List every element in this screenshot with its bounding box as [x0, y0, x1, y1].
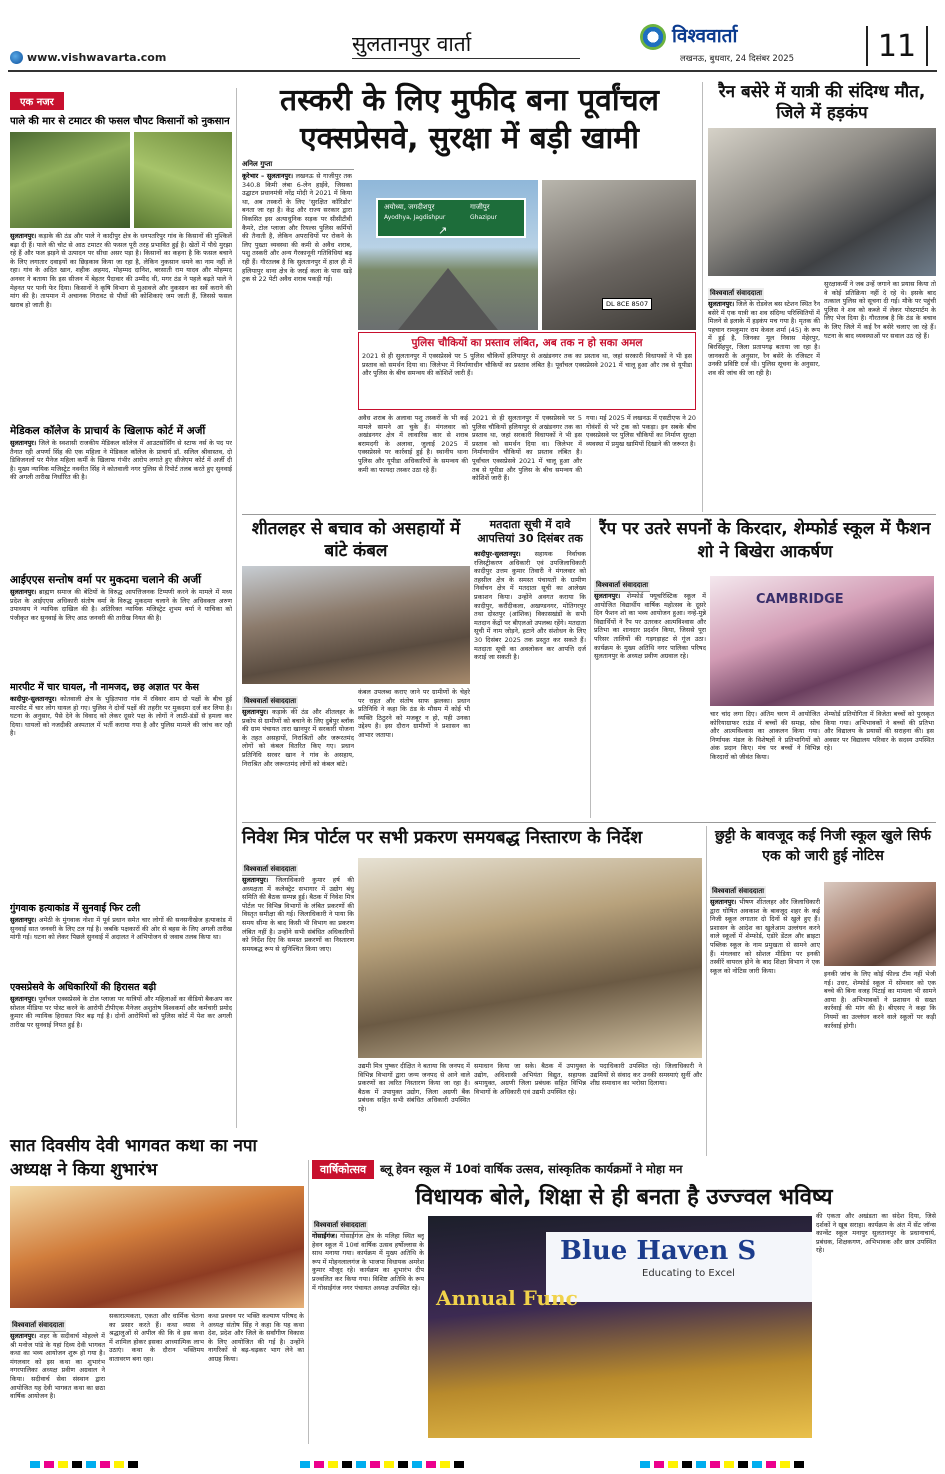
meeting-photo: [358, 858, 702, 1058]
sign-arrow-icon: ↗: [438, 224, 448, 237]
cambridge-banner: CAMBRIDGE: [756, 592, 844, 607]
bhagwat-headline: सात दिवसीय देवी भागवत कथा का नपा अध्यक्ष ने किया शुभारंभ: [10, 1136, 257, 1180]
item1-title: पाले की मार से टमाटर की फसल चौपट किसानों को नुकसान: [10, 116, 230, 127]
bhagwat-col2: सकारात्मकता, एकता और धार्मिक चेतना का प्रसार करते हैं। कथा व्यास ने श्रद्धालुओं से अपील की कि वे इस कथा में शामिल होकर इसका आध्यात्मिक लाभ उठाएं। कथा के दौरान भक्तिमय वातावरण बना रहा।: [109, 1312, 204, 1363]
main-caption-text: 2021 से ही सुलतानपुर में एक्सप्रेसवे पर 5 पुलिस चौकियों हलियापुर से अखंडनगर तक का प्रस्ताव था, जहां सरकारी विधायकों ने भी इस प्रस्ताव को समर्थन दिया था। जिलेभर में निर्माणाधीन चौकियों का प्रस्ताव लंबित है। पूर्वांचल एक्सप्रेसवे 2021 में चालू हुआ और तब से यूपीडा और पुलिस के बीच समन्वय की कोशिशें जारी हैं।: [362, 352, 692, 378]
main-col4: गया। मई 2025 में लखनऊ में एसटीएफ ने 20 गोवंशों से भरे ट्रक को पकड़ा। इन सबके बीच एक्सप्रेसवे पर पुलिस चौकियों का निर्माण सुरक्षा व्यवस्था में प्रमुख खामियों दिखाने की जरूरत है।: [586, 414, 696, 448]
annual-story: [312, 1160, 936, 1444]
item4-body: कादीपुर-सुलतानपुर। कोतवाली क्षेत्र के भुड़ितपारा गांव में रविवार शाम दो पक्षों के बीच हुई मारपीट में चार लोग घायल हो गए। पुलिस ने दोनों पक्षों की तहरीर पर मुकदमा दर्ज कर लिया है। घटना के अनुसार, पैसे देने के विवाद को लेकर दूसरे पक्ष के लोगों ने लाठी-डंडों से हमला कर दिया। घायलों को नजदीकी अस्पताल में भर्ती कराया गया है और पुलिस मामले की जांच कर रही है।: [10, 695, 232, 738]
edition-title: सुलतानपुर वार्ता: [352, 32, 472, 56]
fashion-col1: सुलतानपुर। शेम्फोर्ड फ्यूचरिस्टिक स्कूल में आयोजित विद्यार्थीय वार्षिक महोत्सव के दूसरे दिन फैशन शो का भव्य आयोजन हुआ। नन्हे-मुन्ने विद्यार्थियों ने रैंप पर उतरकर आत्मविश्वास और प्रतिभा का शानदार प्रदर्शन किया, जिससे पूरा परिसर तालियों की गड़गड़ाहट से गूंज उठा। कार्यक्रम के मुख्य अतिथि नगर पालिका परिषद सुलतानपुर के अध्यक्ष प्रवीण अग्रवाल रहे।: [594, 592, 706, 661]
expressway-photo: [358, 180, 538, 330]
stage-banner: [546, 1232, 812, 1302]
sign-line-1: अयोध्या, जगदीशपुर: [384, 203, 435, 211]
section-tag: एक नजर: [10, 92, 64, 110]
nivesh-byline: विश्ववार्ता संवाददाता: [242, 864, 298, 876]
school-notice-byline: विश्ववार्ता संवाददाता: [710, 886, 766, 898]
farmer-photo: [10, 132, 130, 228]
school-notice-story: [710, 826, 936, 1156]
fashion-col2: चार चांद लगा दिए। अंतिम चरण में आयोजित कोरियाग्राफर राउंड में बच्चों की समझ, सोच और आत्मविश्वास का आकलन किया गया। निर्णायक मंडल के विशेषज्ञों ने प्रतिभागियों को अंक प्रदान किए। मंच पर बच्चों ने विभिन्न किरदारों को जीवंत किया।: [710, 710, 820, 761]
fashion-left-rule: [590, 518, 591, 818]
rain-basera-col2: सुरक्षाकर्मी ने जब उन्हें जगाने का प्रयास किया तो वे कोई प्रतिक्रिया नहीं दे रहे थे। इसके बाद तत्काल पुलिस को सूचना दी गई। मौके पर पहुंची पुलिस ने शव को कब्जे में लेकर पोस्टमार्टम के लिए भेज दिया है। गौरतलब है कि ठंड के बचाव के लिए जिले में कई रैन बसेरे चलाए जा रहे हैं। घटना के बाद व्यवस्थाओं पर सवाल उठ रहे हैं।: [824, 280, 936, 340]
school-notice-col1: सुलतानपुर। भीषण शीतलहर और जिलाधिकारी द्वारा घोषित अवकाश के बावजूद शहर के कई निजी स्कूल लगातार दो दिनों से खुले हुए हैं। प्रशासन के आदेश का खुलेआम उल्लंघन करने वाले स्कूलों में शेम्फोर्ड, एडोरे डेंटल और ब्राइटा पब्लिक स्कूल के नाम प्रमुखता से सामने आए हैं। मंगलवार को सोशल मीडिया पर इनकी तस्वीरें वायरल होने के बाद शिक्षा विभाग ने एक स्कूल को नोटिस जारी किया।: [710, 898, 820, 975]
fashion-headline: रैंप पर उतरे सपनों के किरदार, शेम्फोर्ड स्कूल में फैशन शो ने बिखेरा आकर्षण: [599, 519, 931, 562]
sheetlahar-byline: विश्ववार्ता संवाददाता: [242, 696, 298, 708]
item5-title: गुंगवाक हत्याकांड में सुनवाई फिर टली: [10, 903, 141, 914]
bhagwat-col1: सुलतानपुर। शहर के सदीवार्च मोहल्ले में श्री मनोज पांडे के यहां दिव्य देवी भागवत कथा का भव्य आयोजन शुरू हो गया है। मंगलवार को इस कथा का शुभारंभ नगरपालिका अध्यक्ष प्रवीण अग्रवाल ने किया। सदीवार्च सेवा संस्थान द्वारा आयोजित यह देवी भागवत कथा का छठा वार्षिक आयोजन है।: [10, 1332, 105, 1401]
item4-title: मारपीट में चार घायल, नौ नामजद, छह अज्ञात पर केस: [10, 682, 199, 693]
annual-col1-wrap: [312, 1212, 424, 1440]
nivesh-col1-wrap: [242, 856, 354, 1162]
color-registration-right: [640, 1461, 804, 1468]
rule-below-top: [242, 514, 936, 515]
bottom-left-rule: [308, 1160, 309, 1444]
item3-title: आईएएस सन्तोष वर्मा पर मुकदमा चलाने की अर्जी: [10, 574, 201, 586]
bhagwat-story: [10, 1134, 304, 1444]
matdata-headline: मतदाता सूची में दावे आपत्तियां 30 दिसंबर तक: [477, 518, 583, 545]
sign-line-3: Ayodhya, Jagdishpur: [384, 214, 446, 221]
school-notice-col2: इनकी जांच के लिए कोई फील्ड टीम नहीं भेजी गई। उधर, शेम्फोर्ड स्कूल में सोमवार को एक बच्चे की बिना वजह पिटाई का मामला भी सामने आया है। अभिभावकों ने प्रशासन से सख्त कार्रवाई की मांग की है। बीएसए ने कहा कि नियमों का उल्लंघन करने वाले स्कूलों पर कड़ी कार्रवाई होगी।: [824, 970, 936, 1030]
web-logo-icon: [10, 51, 23, 64]
school-notice-col1-wrap: [710, 878, 820, 1160]
rain-basera-story: [708, 82, 936, 512]
nivesh-headline: निवेश मित्र पोर्टल पर सभी प्रकरण समयबद्ध निस्तारण के निर्देश: [242, 828, 643, 848]
left-column: [10, 90, 232, 1128]
banner-line-1: Blue Haven S: [560, 1236, 757, 1266]
sheetlahar-col2: कंबल उपलब्ध कराए जाने पर ग्रामीणों के चेहरे पर राहत और संतोष साफ झलका। प्रधान प्रतिनिधि ने कहा कि ठंड के मौसम में कोई भी व्यक्ति ठिठुरने को मजबूर न हो, यही उनका उद्देश्य है। इस दौरान ग्रामीणों ने प्रशासन का आभार जताया।: [358, 688, 470, 739]
bus-station-photo: [708, 128, 936, 276]
dateline: लखनऊ, बुधवार, 24 दिसंबर 2025: [680, 54, 795, 64]
main-col3: 2021 से ही सुलतानपुर में एक्सप्रेसवे पर 5 पुलिस चौकियों हलियापुर से अखंडनगर तक का प्रस्ताव था, जहां सरकारी विधायकों ने भी इस प्रस्ताव को समर्थन दिया था। जिलेभर में निर्माणाधीन चौकियों का प्रस्ताव लंबित है। पूर्वांचल एक्सप्रेसवे 2021 में चालू हुआ और तब से यूपीडा और पुलिस के बीच समन्वय की कोशिशें जारी हैं।: [472, 414, 582, 483]
main-byline: [242, 160, 354, 170]
item1-body: सुलतानपुर। कड़ाके की ठंड और पाले ने कादीपुर क्षेत्र के धनपतरिपुर गांव के किसानों की मुश्किलें बढ़ा दी हैं। पाले की चोट से आठ टमाटर की फसल पूरी तरह प्रभावित हुई है। खेतों में पौधे मुरझा रहे हैं और फल झड़ने से उत्पादन पर सीधा असर पड़ा है। किसानों का कहना है कि फसल बचाने के लिए लगातार दवाइयों का छिड़काव किया जा रहा है, लेकिन नुकसान थमने का नाम नहीं ले रहा। गांव के अदित खान, शहीक अहमद, मोहम्मद दानिश, बरसाती राम यादव और मोहम्मद अनवर ने बताया कि इस सीजन में बेहतर पैदावार की उम्मीद थी, मगर ठंड ने पहले बढ़ते पाले ने मेहनत पर पानी फेर दिया। किसानों ने कृषि विभाग से मुआवजे और नुकसान का सर्वे कराने की मांग की है। तापमान में अचानक गिरावट से पौधों की कोशिकाएं जम जाती हैं, जिससे फसल खराब हो जाती है।: [10, 232, 232, 309]
matdata-body: कादीपुर-सुलतानपुर। सहायक निर्वाचक रजिस्ट्रीकरण अधिकारी एवं उपजिलाधिकारी कादीपुर उत्तम कुमार तिवारी ने मंगलवार को तहसील क्षेत्र के समस्त पंचायतों के ग्रामीण निर्वाचन क्षेत्र में मतदाता सूची का आलेख्य प्रकाशन किया। उन्होंने अवगत कराया कि कादीपुर, करौंदीकला, अखण्डनगर, मोतिगरपुर तथा दोस्तपुर (आंशिक) विकासखंडों के सभी मतदान केंद्रों पर बीएलओ उपलब्ध रहेंगे। मतदाता सूची में नाम जोड़ने, हटाने और संशोधन के लिए 30 दिसंबर 2025 तक प्रस्तुत कर सकते हैं। मतदाता सूची का अवलोकन कर आपत्ति दर्ज कराई जा सकती है।: [474, 550, 586, 662]
rule-mid: [242, 822, 936, 823]
nivesh-col2: उद्यमी मित्र पुष्कर दीक्षित ने बताया कि जनपद में विभिन्न विभागों द्वारा जन्म जनपद से आने वाले प्रकरणों का त्वरित निस्तारण किया जा रहा है। बैठक में उपायुक्त उद्योग, जिला अग्रणी बैंक प्रबंधक सहित सभी संबंधित अधिकारी उपस्थित रहे।: [358, 1062, 470, 1113]
page-number: 11: [877, 28, 917, 64]
rain-basera-col1: सुलतानपुर। जिले के रोडवेज बस स्टेशन स्थित रैन बसेरे में एक यात्री का शव संदिग्ध परिस्थितियों में मिलने से इलाके में हड़कंप मच गया है। मृतक की पहचान रामकुमार राम केवल शर्मा (45) के रूप में हुई है, जिनका मूल निवास मेहेरपुर, बिरसिंहपुर, जिला प्रतापगढ़ बताया जा रहा है। जानकारी के अनुसार, रैन बसेरे के रजिस्टर में उनकी प्रविष्टि दर्ज थी। पुलिस सूचना के अनुसार, शव की जांच की जा रही है।: [708, 300, 820, 377]
site-url[interactable]: www.vishwavarta.com: [27, 51, 167, 64]
item5-body: सुलतानपुर। अमेठी के मुंगवाक नोशा में पूर्व प्रधान समेत चार लोगों की सनसनीखेज हत्याकांड में सुनवाई सात जनवरी के लिए टल गई है। जबकि पक्षकारों की ओर से बहस के लिए अगली तारीख मांगी गई। घटना को लेकर पिछले सुनवाई में अदालत ने अभियोजन से जवाब तलब किया था।: [10, 916, 232, 942]
annual-headline: विधायक बोले, शिक्षा से ही बनता है उज्ज्वल भविष्य: [415, 1185, 833, 1210]
main-caption-box: [358, 332, 696, 410]
color-registration-left: [30, 1461, 138, 1468]
item3-body: सुलतानपुर। ब्राह्मण समाज की बेटियों के विरुद्ध आपत्तिजनक टिप्पणी करने के मामले में मध्य प्रदेश के आईएएस अधिकारी संतोष वर्मा के विरुद्ध मुकदमा चलाने के लिए अधिवक्ता अरुण उपाध्याय ने न्यायिक दाखिल की है। अतिरिक्त न्यायिक मजिस्ट्रेट शुभम वर्मा ने याचिका को पंजीकृत कर सुनवाई के लिए आठ जनवरी की तारीख नियत की है।: [10, 588, 232, 622]
nivesh-col4: के पदाधिकारी उपस्थित रहे। जिलाधिकारी ने उद्यमियों से संवाद कर उनकी समस्याएं सुनीं और शीघ्र समाधान का भरोसा दिलाया।: [590, 1062, 702, 1088]
top-rule: [8, 70, 937, 72]
item6-title: एक्सप्रेसवे के अधिकारियों की हिरासत बढ़ी: [10, 982, 157, 993]
color-registration-center: [300, 1461, 464, 1468]
fashion-show-photo: [710, 576, 934, 706]
main-col1: कूरेभार – सुलतानपुर। लखनऊ से गाजीपुर तक 340.8 किमी लंबा 6-लेन हाईवे, जिसका उद्घाटन प्रधानमंत्री नरेंद्र मोदी ने 2021 में किया था, अब तस्करों के लिए 'सुरक्षित कॉरिडोर' बनता जा रहा है। केंद्र और राज्य सरकार द्वारा विकसित इस अत्याधुनिक सड़क पर सीसीटीवी कैमरे, टोल प्लाजा और रियल्स पुलिस कर्मियों की तैनाती है, लेकिन अपराधियों पर रोकने के लिए पुख्ता व्यवस्था की कमी से अवैध शराब, पशु तस्करी और अन्य गैरकानूनी गतिविधियां बढ़ रही हैं। गौरतलब है कि सुलतानपुर में हाल ही में हलियापुर थाना क्षेत्र के जरई कला के पास खड़े ट्रक से 22 पेटी अवैध शराब पकड़ी गई।: [242, 172, 352, 284]
annual-stage-photo: [428, 1216, 812, 1438]
rain-basera-headline: रैन बसेरे में यात्री की संदिग्ध मौत, जिले में हड़कंप: [718, 82, 926, 123]
fashion-col3: शेम्फोर्ड प्रतियोगिता में विजेता बच्चों को पुरस्कृत किया गया। अभिभावकों ने बच्चों की प्रतिभा और विद्यालय के प्रयासों की सराहना की। इस अवसर पर विद्यालय परिवार के सदस्य उपस्थित रहे।: [824, 710, 934, 753]
tomato-field-photo: [134, 132, 232, 228]
sign-line-4: Ghazipur: [470, 214, 498, 221]
katha-photo: [10, 1186, 304, 1308]
brand-logo-icon: [640, 24, 666, 50]
item2-title: मेडिकल कॉलेज के प्राचार्य के खिलाफ कोर्ट में अर्जी: [10, 425, 206, 437]
main-story: [242, 82, 697, 512]
bhagwat-col3: कथा प्रवचन पर भक्ति कल्याण परिषद के अध्यक्ष संतोष सिंह ने कहा कि यह कथा देश, प्रदेश और जिले के सर्वांगीण विकास के लिए आयोजित की गई है। उन्होंने नागरिकों से बढ़-चढ़कर भाग लेने का आग्रह किया।: [208, 1312, 304, 1363]
matdata-story: [474, 518, 586, 818]
school-notice-headline: छुट्टी के बावजूद कई निजी स्कूल खुले सिर्फ एक को जारी हुई नोटिस: [715, 828, 931, 864]
masthead-rule: [352, 58, 580, 59]
blanket-distribution-photo: [242, 566, 470, 684]
annual-byline: विश्ववार्ता संवाददाता: [312, 1220, 368, 1232]
masthead: [0, 0, 945, 72]
school-children-photo: [824, 882, 936, 966]
left-column-rule: [236, 88, 237, 1128]
sheetlahar-story: [242, 518, 470, 818]
signboard: [376, 198, 526, 238]
annual-col3: की एकता और अखंडता का संदेश दिया, जिसे दर्शकों ने खूब सराहा। कार्यक्रम के अंत में सेंट जॉन्स कान्वेंट स्कूल मनापुर सुलतानपुर के प्रधानाचार्य, प्रबंधक, शिक्षकगण, अभिभावक और छात्र उपस्थित रहे।: [816, 1212, 936, 1255]
car-boot-photo: [542, 180, 696, 330]
main-caption: पुलिस चौकियों का प्रस्ताव लंबित, अब तक न हो सका अमल: [411, 337, 643, 349]
nivesh-col3: समाधान किया जा सके। बैठक में उपायुक्त उद्योग, अधिशासी अभियंता विद्युत, सहायक श्रमायुक्त, अग्रणी जिला प्रबंधक सहित विभिन्न विभागों के अधिकारी एवं उद्यमी उपस्थित रहे।: [474, 1062, 586, 1096]
main-headline: तस्करी के लिए मुफीद बना पूर्वांचल एक्सप्रेसवे, सुरक्षा में बड़ी खामी: [279, 83, 659, 156]
sheetlahar-col1: सुलतानपुर। कड़ाके की ठंड और शीतलहर के प्रकोप से ग्रामीणों को बचाने के लिए दुबेपुर ब्लॉक की ग्राम पंचायत तारा खानपुर में सरकारी योजना के तहत असहायों, निराश्रितों और जरूरतमंद लोगों को कंबल वितरित किए गए। प्रधान प्रतिनिधि सरवर खान ने गांव के असहाय, निराश्रित और जरूरतमंद लोगों को कंबल बांटे।: [242, 708, 354, 768]
item6-body: सुलतानपुर। पूर्वांचल एक्सप्रेसवे के टोल प्लाजा पर यात्रियों और महिलाओं का वीडियो बैकअप कर सोशल मीडिया पर पोस्ट करने के आरोपी टीपीएक मैनेजर अशुतोष विश्वकर्मा और कर्मचारी प्रमोद कुमार की न्यायिक हिरासत फिर बढ़ गई है। दोनों आरोपियों को पुलिस कोर्ट में पेश कर अगली तारीख पर सुनवाई नियत हुई है।: [10, 995, 232, 1029]
sheetlahar-headline: शीतलहर से बचाव को असहायों में बांटे कंबल: [251, 519, 461, 561]
brand-name: विश्ववार्ता: [672, 25, 738, 47]
nivesh-story: [242, 826, 702, 1156]
bhagwat-byline: विश्ववार्ता संवाददाता: [10, 1320, 66, 1332]
road-shape: [398, 268, 498, 330]
page-number-box: [866, 26, 928, 66]
notice-left-rule: [706, 826, 707, 1156]
fashion-byline: विश्ववार्ता संवाददाता: [594, 580, 650, 592]
rain-basera-byline: विश्ववार्ता संवाददाता: [708, 288, 764, 300]
number-plate: DL 8CE 8507: [602, 298, 652, 310]
main-col2: अवैध शराब के अलावा पशु तस्करों के भी कई मामले सामने आ चुके हैं। मंगलवार को अखंडनगर क्षेत्र में लावारिस कार से शराब बरामदगी के अलावा, जुलाई 2025 में एक्सप्रेसवे पर कार्रवाई हुई है। स्थानीय थाना पुलिस और यूपीडा अधिकारियों के समन्वय की कमी का फायदा तस्कर उठा रहे हैं।: [358, 414, 468, 474]
annual-kicker: ब्लू हेवन स्कूल में 10वां वार्षिक उत्सव, सांस्कृतिक कार्यक्रमों ने मोहा मन: [380, 1162, 683, 1176]
nivesh-col1: सुलतानपुर। जिलाधिकारी कुमार हर्ष की अध्यक्षता में कलेक्ट्रेट सभागार में उद्योग बंधु समिति की बैठक सम्पन्न हुई। बैठक में निवेश मित्र पोर्टल पर विभिन्न विभागों के लंबित प्रकरणों की विस्तृत समीक्षा की गई। जिलाधिकारी ने पाया कि समय सीमा के बाद किसी भी विभाग का प्रकरण लंबित नहीं है। उन्होंने सभी संबंधित अधिकारियों को निर्देश दिए कि समस्त प्रकरणों का निस्तारण समयबद्ध रूप से सुनिश्चित किया जाए।: [242, 876, 354, 953]
item2-body: सुलतानपुर। जिले के स्वशासी राजकीय मेडिकल कॉलेज में आउटसोर्सिंग से स्टाफ नर्स के पद पर तैनात रही अपर्णा सिंह की एक महिला ने मेडिकल कॉलेज के प्राचार्य डॉ. सलिल श्रीवास्तव, दो डिविजनलों पर मैनेज महिला कर्मी के खिलाफ गंभीर आरोप लगाते हुए सीजेएम कोर्ट में अर्जी दी है। मुख्य न्यायिक मजिस्ट्रेट नवनीत सिंह ने कोतवाली नगर पुलिस से रिपोर्ट तलब करते हुए सुनवाई की अगली तारीख निर्धारित की है।: [10, 439, 232, 482]
banner-line-3: Annual Func: [436, 1286, 578, 1310]
fashion-story: [594, 518, 936, 818]
annual-col1: गोसाईंगंज। गोसाईंगंज क्षेत्र के मलिहा स्थित ब्लू हेवन स्कूल में 10वां वार्षिक उत्सव हर्षोल्लास के साथ मनाया गया। कार्यक्रम में मुख्य अतिथि के रूप में मोहनलालगंज के भाजपा विधायक अमरेश कुमार मौजूद रहे। कार्यक्रम का शुभारंभ दीप प्रज्वलित कर किया गया। विशिष्ट अतिथि के रूप में गोसाईंगंज नगर पंचायत अध्यक्ष उपस्थित रहे।: [312, 1232, 424, 1292]
sign-line-2: गाजीपुर: [470, 203, 490, 211]
annual-tag: वार्षिकोत्सव: [312, 1160, 374, 1179]
fashion-col1-wrap: [594, 572, 706, 756]
center-right-rule: [702, 82, 703, 512]
main-author: अनिल गुप्ता: [242, 160, 354, 170]
banner-line-2: Educating to Excel: [642, 1268, 735, 1279]
